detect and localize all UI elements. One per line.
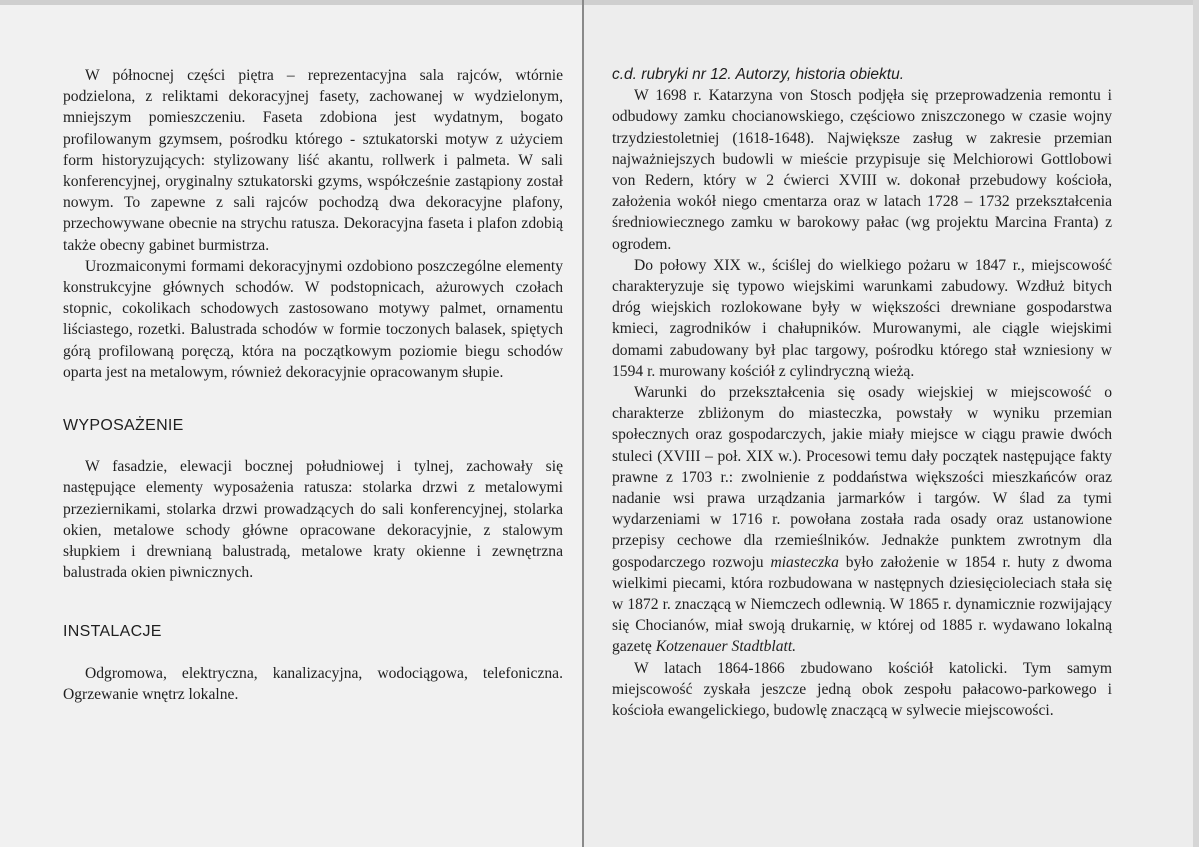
left-paragraph-3: W fasadzie, elewacji bocznej południowej i tylnej, zachowały się następujące elementy wyposażenia ratusza: stolarka drzwi z metalowymi przeziernikami, stolarka drzwi prowadzących do sali konferencyjnej, stolarka okien, metalowe schody główne opracowane dekoracyjnie, z stalowym słupkiem i drewnianą balustradą, metalowe kraty okienne i zewnętrzna balustrada okien piwnicznych. <box>63 458 563 582</box>
right-column <box>612 64 1112 721</box>
right-paragraph-1: W 1698 r. Katarzyna von Stosch podjęła się przeprowadzenia remontu i odbudowy zamku chocianowskiego, częściowo zniszczonego w czasie wojny trzydziestoletniej (1618-1648). Największe zasług w zakresie przemian najważniejszych budowli w mieście przypisuje się Melchiorowi Gottlobowi von Redern, który w 2 ćwierci XVIII w. dokonał przebudowy kościoła, założenia wokół niego cmentarza oraz w latach 1728 – 1732 przekształcenia średniowiecznego zamku w barokowy pałac (wg projektu Marcina Franta) z ogrodem. <box>612 87 1112 253</box>
newspaper-title: Kotzenauer Stadtblatt. <box>655 638 797 656</box>
left-column <box>63 65 563 705</box>
scan-edge-top <box>0 0 1199 5</box>
right-paragraph-3 <box>612 382 1112 658</box>
section-heading-instalacje: INSTALACJE <box>63 623 162 641</box>
right-paragraph-3-part-a: Warunki do przekształcenia się osady wiejskiej w miejscowość o charakterze zbliżonym do miasteczka, powstały w wyniku przemian społecznych oraz gospodarczych, jakie miały miejsce w ciągu prawie dwóch stuleci (XVIII – poł. XIX w.). Procesowi temu dały początek następujące fakty prawne z 1703 r.: zwolnienie z poddaństwa większości mieszkańców oraz nadanie wsi prawa urządzania jarmarków i targów. W ślad za tymi wydarzeniami w 1716 r. powołana została rada osady oraz ustanowione przepisy cechowe dla rzemieślników. Jednakże punktem zwrotnym dla gospodarczego rozwoju <box>612 384 1112 571</box>
right-paragraph-2: Do połowy XIX w., ściślej do wielkiego pożaru w 1847 r., miejscowość charakteryzuje się typowo wiejskimi warunkami zabudowy. Wzdłuż bitych dróg wiejskich rozlokowane były w większości drewniane gospodarstwa kmieci, zagrodników i chałupników. Murowanymi, ale ciągle wiejskimi domami zabudowany był plac targowy, pośrodku którego stał wzniesiony w 1594 r. murowany kościół z cylindryczną wieżą. <box>612 256 1112 380</box>
right-paragraph-4: W latach 1864-1866 zbudowano kościół katolicki. Tym samym miejscowość zyskała jeszcze jedną obok zespołu pałacowo-parkowego i kościoła ewangelickiego, budowlę znaczącą w sylwecie miejscowości. <box>612 659 1112 720</box>
section-heading-wyposazenie: WYPOSAŻENIE <box>63 417 184 435</box>
left-paragraph-2: Urozmaiconymi formami dekoracyjnymi ozdobiono poszczególne elementy konstrukcyjne głównych schodów. W podstopnicach, ażurowych czołach stopnic, cokolikach schodowych zastosowano motywy palmet, ornamentu liściastego, rozetki. Balustrada schodów w formie toczonych balasek, spiętych górą profilowaną poręczą, która na początkowym poziomie biegu schodów oparta jest na metalowym, również dekoracyjnie opracowanym słupie. <box>63 257 563 381</box>
miasteczka-emphasis: miasteczka <box>770 553 839 571</box>
left-paragraph-1: W północnej części piętra – reprezentacyjna sala rajców, wtórnie podzielona, z reliktami dekoracyjnej fasety, zachowanej w wydzielonym, mniejszym pomieszczeniu. Faseta zdobiona jest wydatnym, bogato profilowanym gzymsem, pośrodku którego - sztukatorski motyw z użyciem form historyzujących: stylizowany liść akantu, rollwerk i palmeta. W sali konferencyjnej, oryginalny sztukatorski gzyms, współcześnie zastąpiony został nowym. To zapewne z sali rajców pochodzą dwa dekoracyjne plafony, przechowywane obecnie na strychu ratusza. Dekoracyjna faseta i plafon zdobią także obecny gabinet burmistrza. <box>63 67 563 254</box>
left-paragraph-4: Odgromowa, elektryczna, kanalizacyjna, wodociągowa, telefoniczna. Ogrzewanie wnętrz lokalne. <box>63 664 563 703</box>
right-paragraph-3-part-b: było założenie w 1854 r. huty z dwoma wielkimi piecami, która rozbudowana w następnych dziesięcioleciach stała się w 1872 r. znaczącą w Niemczech odlewnią. W 1865 r. dynamicznie rozwijający się Chocianów, miał swoją drukarnię, w której od 1885 r. wydawano lokalną gazetę <box>612 553 1112 656</box>
scan-edge-right <box>1193 0 1199 847</box>
rubric-heading: c.d. rubryki nr 12. Autorzy, historia obiektu. <box>612 66 905 83</box>
page-spine <box>582 0 584 847</box>
